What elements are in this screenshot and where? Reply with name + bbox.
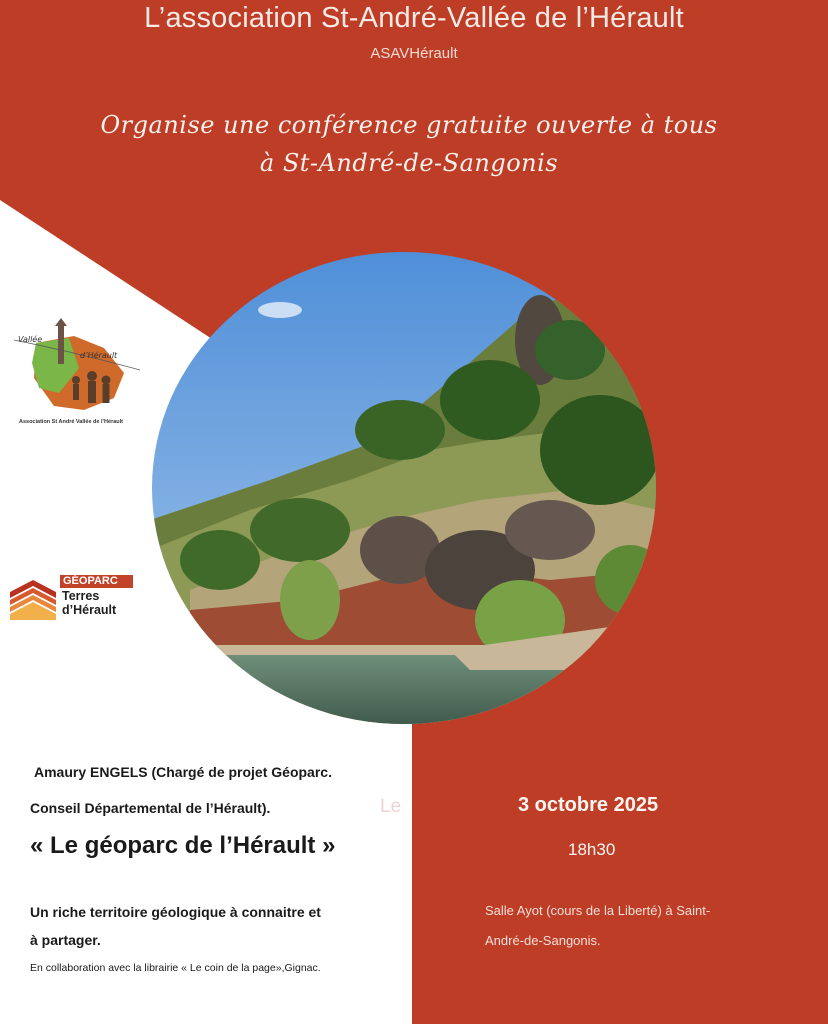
collaboration-note: En collaboration avec la librairie « Le coin de la page»,Gignac. [30,962,321,974]
geoparc-name-line-1: Terres [62,589,100,603]
geoparc-label: GÉOPARC [60,575,133,588]
asav-logo-word-vallee: Vallée [18,335,43,344]
talk-title: « Le géoparc de l’Hérault » [30,832,336,859]
event-date: 3 octobre 2025 [518,794,659,816]
landscape-photo [150,250,658,726]
association-acronym: ASAVHérault [370,45,458,62]
asav-logo-caption: Association St André Vallée de l’Hérault [18,419,124,425]
description-line-2: à partager. [30,932,101,948]
geoparc-strata-icon [10,574,56,620]
venue-line-2: André-de-Sangonis. [485,933,601,948]
geoparc-name-line-2: d’Hérault [62,603,117,617]
event-time: 18h30 [568,840,616,859]
venue-line-1: Salle Ayot (cours de la Liberté) à Saint- [485,903,711,918]
headline-line-2: à St-André-de-Sangonis [259,149,559,177]
association-name: L’association St-André-Vallée de l’Hérault [144,2,684,34]
geoparc-name [62,589,116,617]
speaker-line-1: Amaury ENGELS (Chargé de projet Géoparc. [34,764,332,780]
speaker-line-2: Conseil Départemental de l’Hérault). [30,800,271,816]
geoparc-logo [10,574,134,622]
event-headline [0,106,818,182]
description-line-1: Un riche territoire géologique à connaitre et [30,904,321,920]
faint-prefix: Le [380,796,402,817]
headline-line-1: Organise une conférence gratuite ouverte à tous [100,111,718,139]
asav-logo-word-herault: d’Hérault [80,351,118,360]
